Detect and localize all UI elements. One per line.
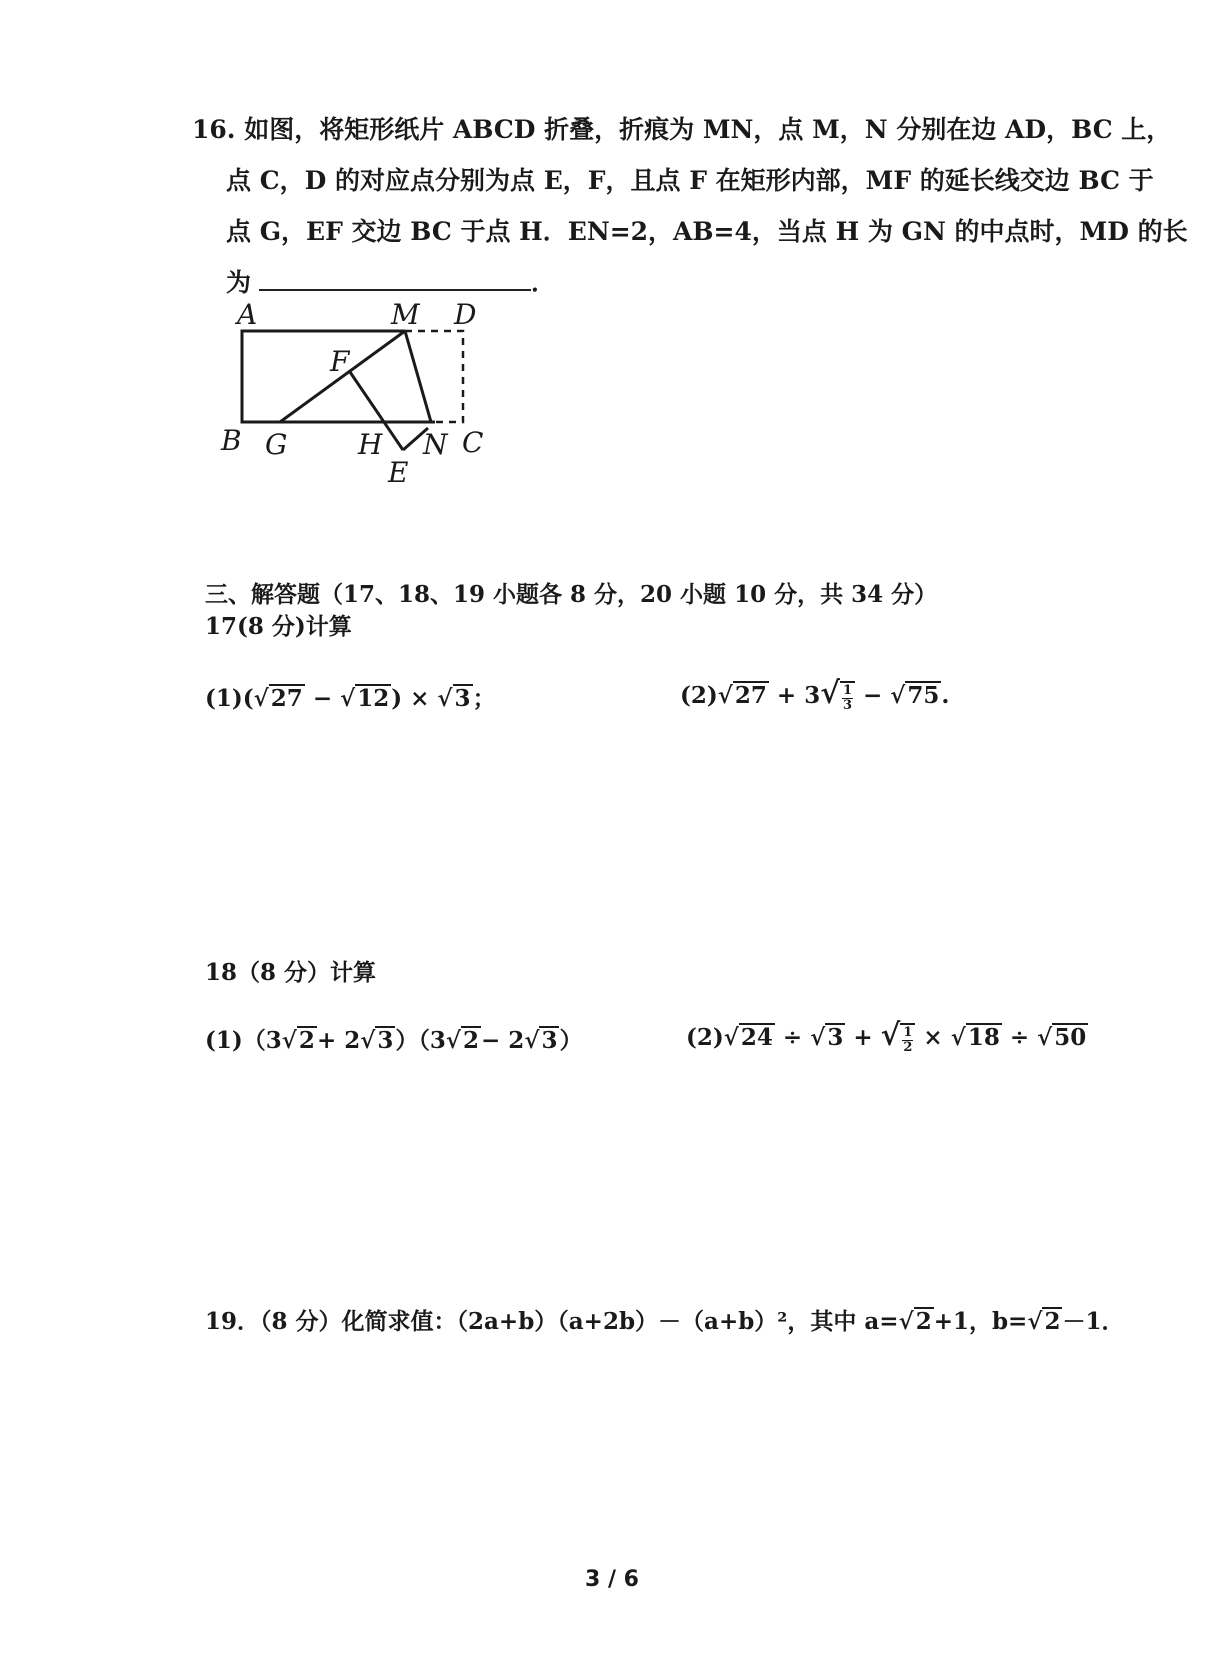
q16-prefix: 为: [226, 268, 252, 297]
radical-fraction: [840, 681, 855, 712]
q16-line-4: [192, 257, 1092, 308]
q17-part-1: (1)(√27 − √12) × √3；: [205, 685, 496, 712]
answer-blank[interactable]: [259, 267, 531, 291]
q16-line-3: 点 G，EF 交边 BC 于点 H．EN=2，AB=4，当点 H 为 GN 的中点时，MD 的长: [226, 217, 1188, 246]
q18-p2-label: (2): [686, 1024, 724, 1051]
radical-2: 2: [915, 1308, 932, 1335]
radical-3: 3: [377, 1027, 394, 1054]
radical-2: 2: [298, 1027, 315, 1054]
q19-text-a: 19．（8 分）化简求值：（2a+b）（a+2b）－（a+b）²，其中 a=: [205, 1308, 899, 1335]
fraction-denominator: 2: [903, 1039, 913, 1055]
label-g: G: [265, 428, 288, 461]
q17-title: 17(8 分)计算: [205, 613, 352, 640]
radical-27: 27: [734, 682, 767, 709]
q17-p1-label: (1): [205, 685, 243, 712]
question-16: [192, 104, 1188, 308]
section-heading: 三、解答题（17、18、19 小题各 8 分，20 小题 10 分，共 34 分）: [205, 581, 938, 608]
radical-18: 18: [967, 1024, 1000, 1051]
radical-50: 50: [1054, 1024, 1087, 1051]
q18-title: 18（8 分）计算: [205, 959, 377, 986]
radical-75: 75: [907, 682, 940, 709]
q16-line-1: 16. 如图，将矩形纸片 ABCD 折叠，折痕为 MN，点 M，N 分别在边 AD，BC 上，: [192, 115, 1172, 144]
radical-3: 3: [827, 1024, 844, 1051]
radical-27: 27: [270, 685, 303, 712]
label-a: A: [237, 298, 258, 331]
radical-fraction: [900, 1023, 915, 1054]
q18-p2-div2: ÷: [1001, 1024, 1038, 1051]
fraction-numerator: 1: [903, 1025, 913, 1041]
radical-3: 3: [454, 685, 471, 712]
label-n: N: [423, 428, 448, 461]
q17-p2-minus: −: [854, 682, 891, 709]
q17-p1-close: ) ×: [391, 685, 438, 712]
q18-part-2: (2)√24 ÷ √3 + √ $\frac{1}{2}$ × √18 ÷ √50: [686, 1018, 1087, 1055]
q16-suffix: ．: [531, 268, 557, 297]
q18-p1-b: + 2: [316, 1027, 361, 1054]
q17-p2-label: (2): [680, 682, 718, 709]
q17-p2-plus: + 3: [768, 682, 821, 709]
radical-2: 2: [1044, 1308, 1061, 1335]
q19-text-c: －1．: [1062, 1308, 1125, 1335]
fraction-denominator: 3: [842, 697, 852, 713]
crease-mn: [405, 331, 431, 422]
q17-p1-end: ；: [472, 685, 496, 712]
fold-figure: [221, 298, 525, 516]
radical-24: 24: [740, 1024, 773, 1051]
original-corner-dashed: [405, 331, 463, 422]
q17-p2-end: .: [941, 682, 950, 709]
label-m: M: [391, 298, 420, 331]
q18-p1-d: − 2: [481, 1027, 525, 1054]
label-f: F: [330, 345, 350, 378]
q16-line-2: 点 C，D 的对应点分别为点 E，F，且点 F 在矩形内部，MF 的延长线交边 BC 于: [226, 166, 1154, 195]
q17-p1-open: (: [242, 685, 254, 712]
q18-p1-c: ）（3: [395, 1027, 446, 1054]
label-e: E: [388, 456, 409, 489]
label-h: H: [358, 428, 383, 461]
q17-part-2: (2)√27 + 3√ $\frac{1}{3}$ − √75.: [680, 676, 950, 713]
q19-text-b: +1，b=: [933, 1308, 1028, 1335]
q18-part-1: (1)（3√2+ 2√3）（3√2− 2√3）: [205, 1027, 583, 1054]
q18-p1-label: (1): [205, 1027, 243, 1054]
q18-p1-e: ）: [559, 1027, 583, 1054]
radical-12: 12: [357, 685, 390, 712]
radical-2: 2: [463, 1027, 480, 1054]
fraction-numerator: 1: [842, 683, 852, 699]
question-19: 19．（8 分）化简求值：（2a+b）（a+2b）－（a+b）²，其中 a=√2+1，b=√2－1．: [205, 1308, 1125, 1335]
q18-p2-div: ÷: [774, 1024, 811, 1051]
q18-p2-plus: +: [845, 1024, 881, 1051]
page-number: 3 / 6: [585, 1567, 639, 1592]
label-c: C: [462, 426, 484, 459]
q18-p2-times: ×: [915, 1024, 951, 1051]
radical-3: 3: [541, 1027, 558, 1054]
label-d: D: [454, 298, 477, 331]
q18-p1-a: （3: [242, 1027, 282, 1054]
label-b: B: [221, 424, 242, 457]
q17-p1-minus: −: [304, 685, 341, 712]
